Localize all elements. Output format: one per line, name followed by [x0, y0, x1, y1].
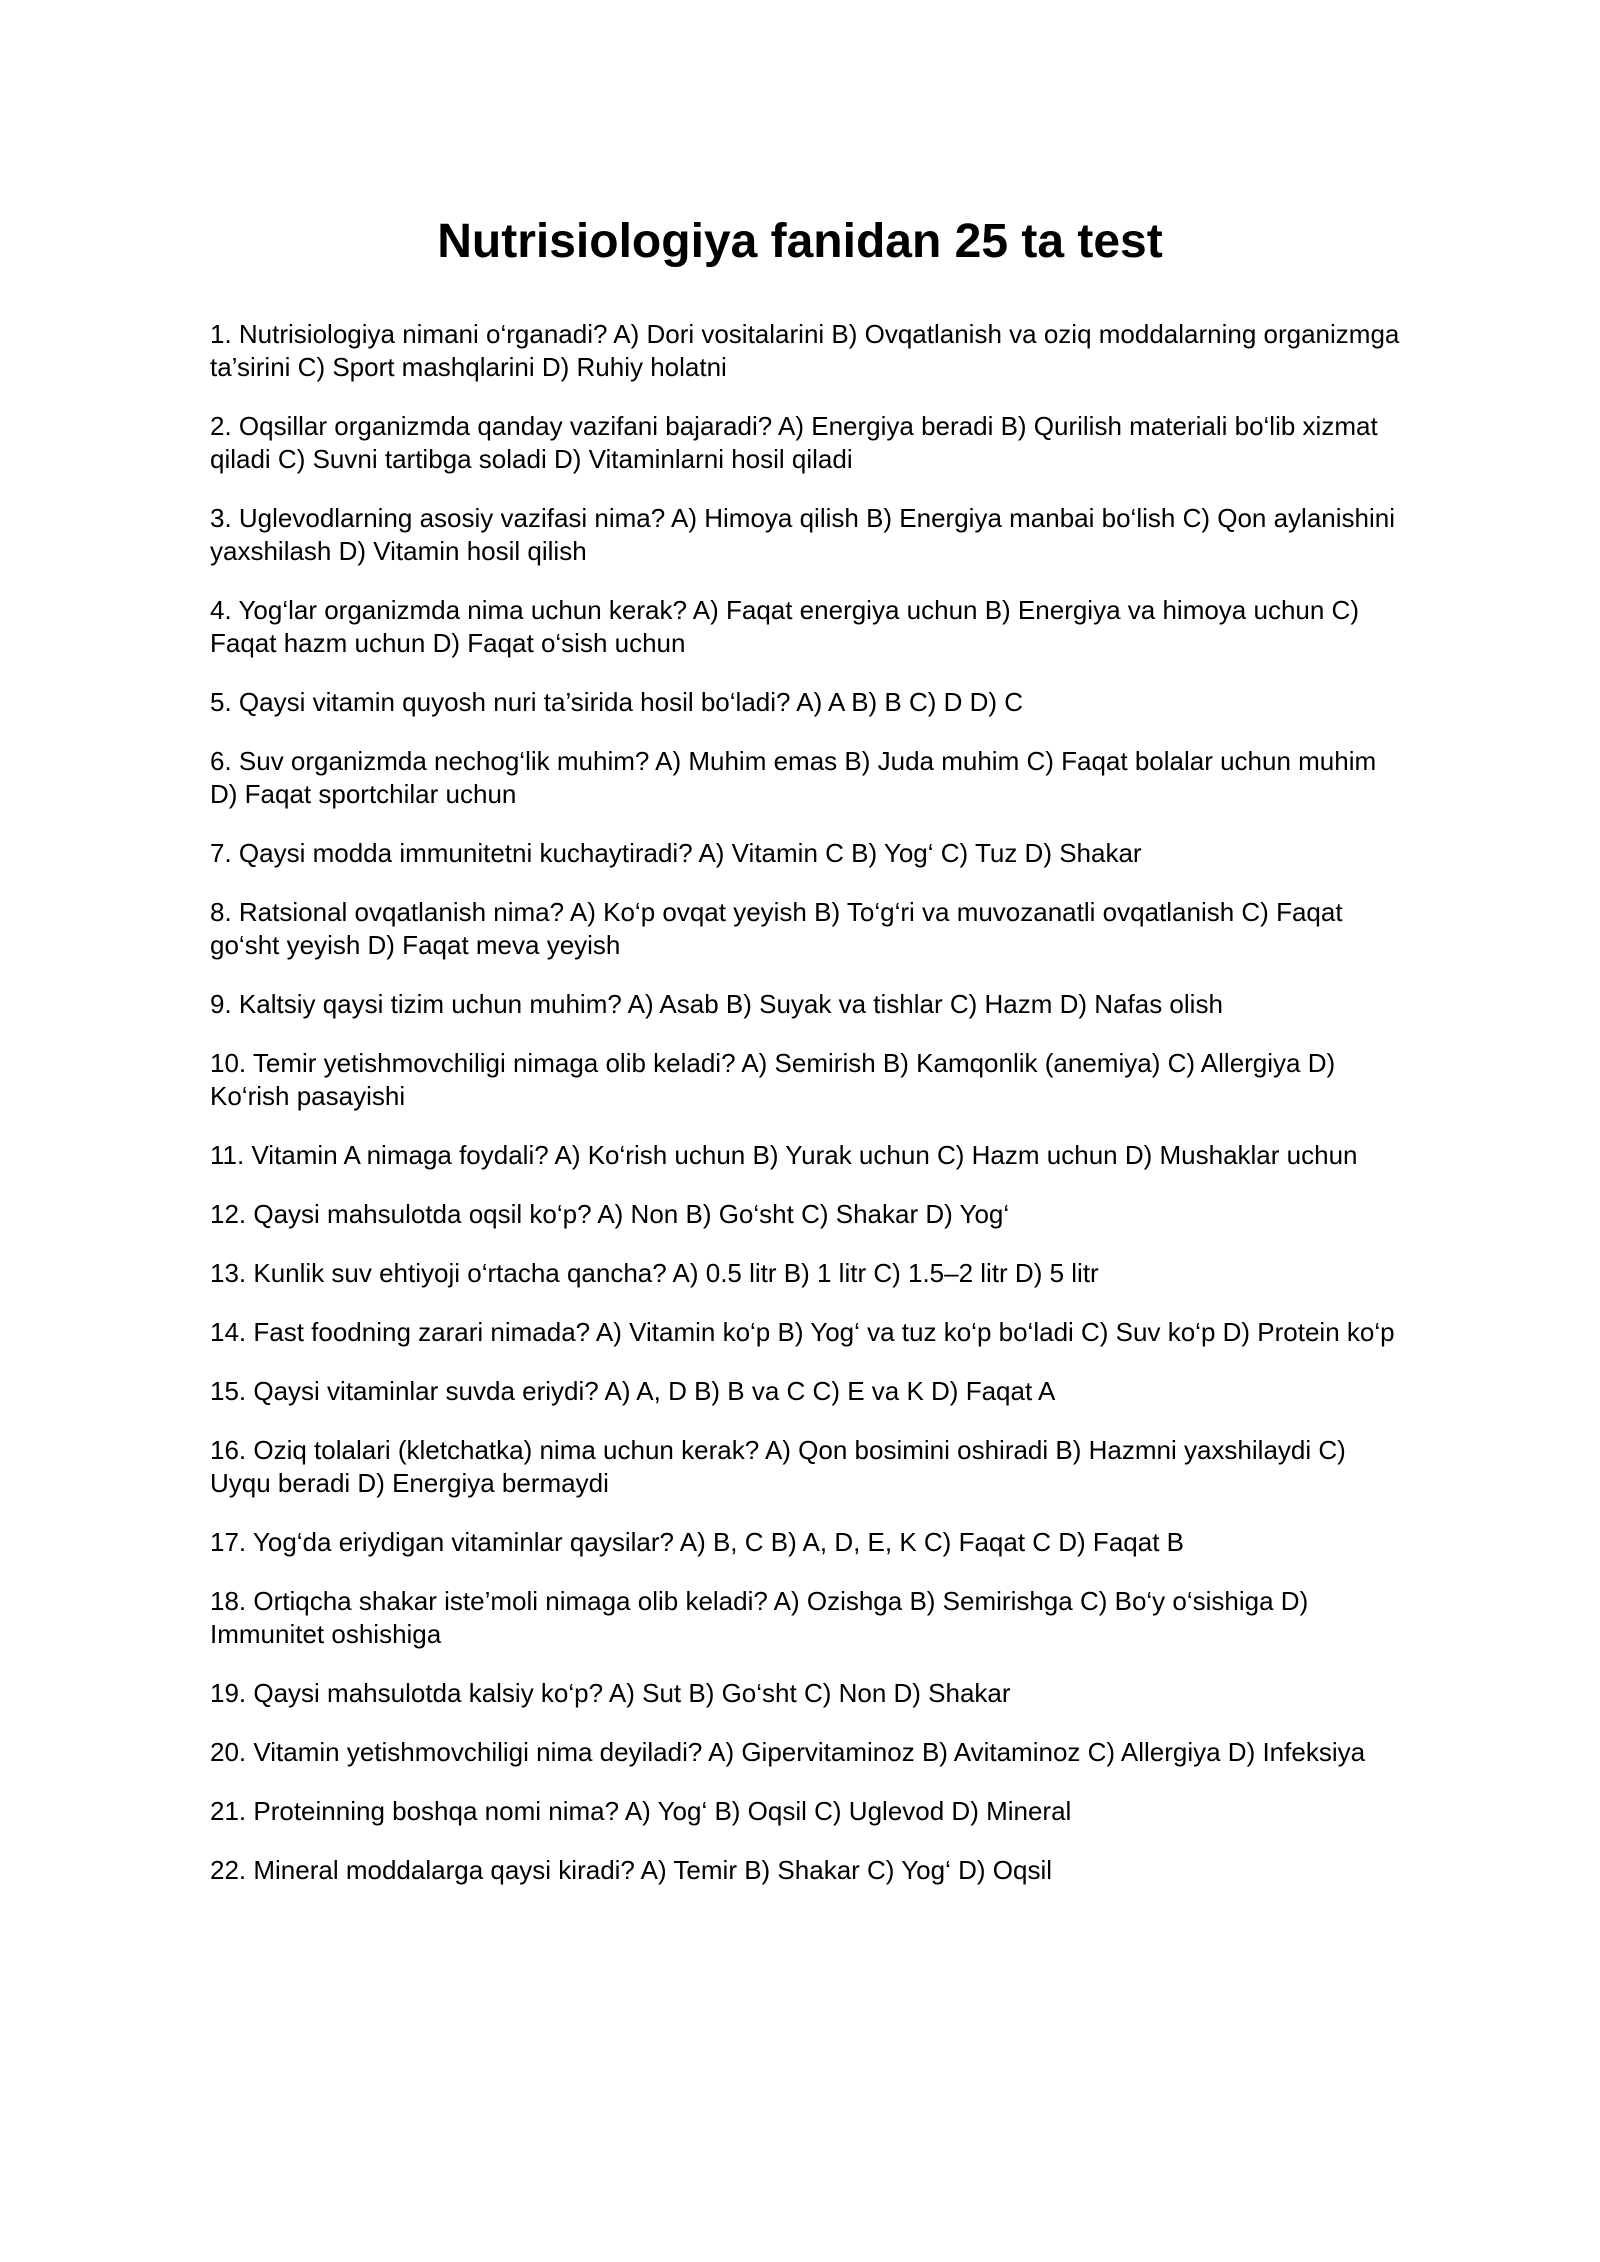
question-item: 3. Uglevodlarning asosiy vazifasi nima? A) Himoya qilish B) Energiya manbai bo‘lish C) Qon aylanishini yaxshilash D) Vitamin hosil qilish	[210, 503, 1395, 566]
question-item: 4. Yog‘lar organizmda nima uchun kerak? A) Faqat energiya uchun B) Energiya va himoya uchun C) Faqat hazm uchun D) Faqat o‘sish uchun	[210, 595, 1359, 658]
question-item: 16. Oziq tolalari (kletchatka) nima uchun kerak? A) Qon bosimini oshiradi B) Hazmni yaxshilaydi C) Uyqu beradi D) Energiya bermaydi	[210, 1435, 1346, 1498]
question-item: 1. Nutrisiologiya nimani o‘rganadi? A) Dori vositalarini B) Ovqatlanish va oziq moddalarning organizmga ta’sirini C) Sport mashqlarini D) Ruhiy holatni	[210, 319, 1400, 382]
question-item: 15. Qaysi vitaminlar suvda eriydi? A) A, D B) B va C C) E va K D) Faqat A	[210, 1376, 1056, 1406]
question-item: 21. Proteinning boshqa nomi nima? A) Yog‘ B) Oqsil C) Uglevod D) Mineral	[210, 1796, 1072, 1826]
question-item: 6. Suv organizmda nechog‘lik muhim? A) Muhim emas B) Juda muhim C) Faqat bolalar uchun muhim D) Faqat sportchilar uchun	[210, 746, 1377, 809]
question-item: 11. Vitamin A nimaga foydali? A) Ko‘rish uchun B) Yurak uchun C) Hazm uchun D) Mushaklar uchun	[210, 1140, 1358, 1170]
question-item: 14. Fast foodning zarari nimada? A) Vitamin ko‘p B) Yog‘ va tuz ko‘p bo‘ladi C) Suv ko‘p D) Protein ko‘p	[210, 1317, 1395, 1347]
question-item: 7. Qaysi modda immunitetni kuchaytiradi? A) Vitamin C B) Yog‘ C) Tuz D) Shakar	[210, 838, 1142, 868]
question-list	[210, 318, 1400, 1913]
question-item: 17. Yog‘da eriydigan vitaminlar qaysilar? A) B, C B) A, D, E, K C) Faqat C D) Faqat B	[210, 1527, 1184, 1557]
question-item: 10. Temir yetishmovchiligi nimaga olib keladi? A) Semirish B) Kamqonlik (anemiya) C) Allergiya D) Ko‘rish pasayishi	[210, 1048, 1336, 1111]
question-item: 5. Qaysi vitamin quyosh nuri ta’sirida hosil bo‘ladi? A) A B) B C) D D) C	[210, 687, 1024, 717]
document-title: Nutrisiologiya fanidan 25 ta test	[437, 215, 1163, 268]
question-item: 19. Qaysi mahsulotda kalsiy ko‘p? A) Sut B) Go‘sht C) Non D) Shakar	[210, 1678, 1011, 1708]
question-item: 12. Qaysi mahsulotda oqsil ko‘p? A) Non B) Go‘sht C) Shakar D) Yog‘	[210, 1199, 1010, 1229]
question-item: 22. Mineral moddalarga qaysi kiradi? A) Temir B) Shakar C) Yog‘ D) Oqsil	[210, 1855, 1052, 1885]
question-item: 20. Vitamin yetishmovchiligi nima deyiladi? A) Gipervitaminoz B) Avitaminoz C) Allergiya D) Infeksiya	[210, 1737, 1366, 1767]
question-item: 18. Ortiqcha shakar iste’moli nimaga olib keladi? A) Ozishga B) Semirishga C) Bo‘y o‘sishiga D) Immunitet oshishiga	[210, 1586, 1309, 1649]
question-item: 9. Kaltsiy qaysi tizim uchun muhim? A) Asab B) Suyak va tishlar C) Hazm D) Nafas olish	[210, 989, 1223, 1019]
question-item: 13. Kunlik suv ehtiyoji o‘rtacha qancha? A) 0.5 litr B) 1 litr C) 1.5–2 litr D) 5 litr	[210, 1258, 1099, 1288]
question-item: 2. Oqsillar organizmda qanday vazifani bajaradi? A) Energiya beradi B) Qurilish materiali bo‘lib xizmat qiladi C) Suvni tartibga soladi D) Vitaminlarni hosil qiladi	[210, 411, 1378, 474]
question-item: 8. Ratsional ovqatlanish nima? A) Ko‘p ovqat yeyish B) To‘g‘ri va muvozanatli ovqatlanish C) Faqat go‘sht yeyish D) Faqat meva yeyish	[210, 897, 1343, 960]
